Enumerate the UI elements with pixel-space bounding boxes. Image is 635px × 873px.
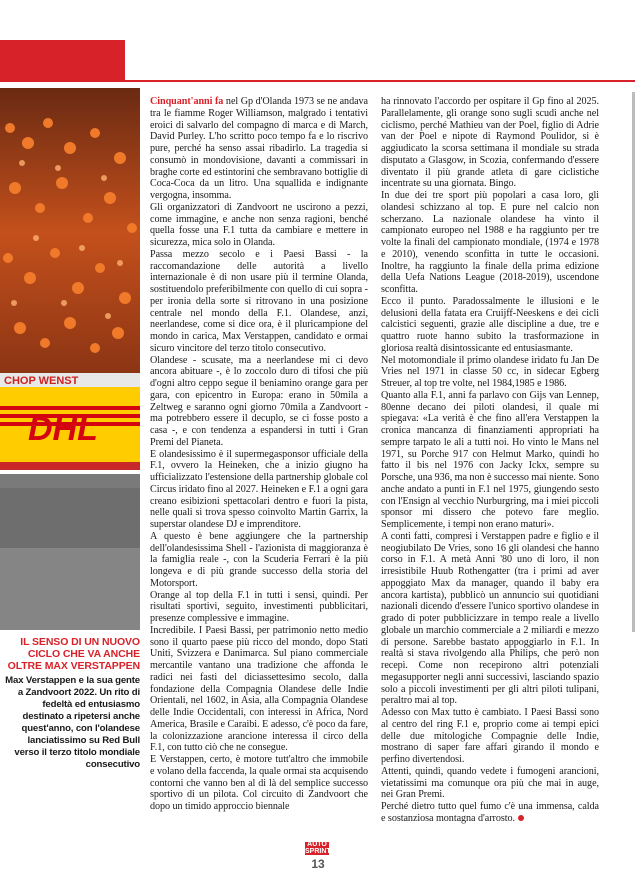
caption-text: Max Verstappen e la sua gente a Zandvoort 2022. Un rito di fedeltà ed entusiasmo destinato a ripetersi anche quest'anno, con l'olandese lanciatissimo su Red Bull verso il terzo titolo mondiale consecutivo [5, 675, 140, 770]
paragraph: Olandese - scusate, ma a neerlandese mi ci devo ancora abituare -, è lo zoccolo duro di tifosi che più d'ogni altro ceppo segue il beniamino orange gara per gara, con epicentro in Europa: erano in 50mila a Zeltweg e saranno ogni giorno 70mila a Zandvoort - ma potrebbero essere il decuplo, se ci fosse posto a casa -, e con tendenza a espandersi in tutti i Gran Premi del Pianeta. [150, 354, 368, 448]
paragraph: Adesso con Max tutto è cambiato. I Paesi Bassi sono al centro del ring F.1 e, proprio come ai tempi epici delle due mitologiche Compagnie delle Indie, mostrano di saper fare affari girando il mondo e perfino divertendosi. [381, 707, 599, 765]
lead-phrase: Cinquant'anni fa [150, 96, 224, 107]
header-red-line [125, 80, 635, 82]
paragraph: Orange al top della F.1 in tutti i sensi, quindi. Per risultati sportivi, seguito, investimenti pubblicitari, presenze complessive e immagine. [150, 589, 368, 624]
article-column-1 [150, 96, 368, 813]
paragraph: ha rinnovato l'accordo per ospitare il Gp fino al 2025. Parallelamente, gli orange sono sugli scudi anche nel ciclismo, perché Mathieu van der Poel, figlio di Adrie van der Poel e nipote di Raymond Poulidor, si è aggiudicato la scorsa settimana il mondiale su strada disputato a Glasgow, in Scozia, confermando d'essere diventato il più grande atleta di gare ciclistiche incentrate su una giornata. Bingo. [381, 96, 599, 190]
page-footer [0, 842, 635, 873]
paragraph: Perché dietro tutto quel fumo c'è una immensa, calda e sostanziosa montagna d'arrosto. [381, 801, 599, 824]
page-number: 13 [311, 857, 325, 871]
paragraph: Ecco il punto. Paradossalmente le illusioni e le delusioni della fatata era Cruijff-Neeskens e dei cicli calcistici seguenti, grazie alle discipline a due, tre e quattro ruote hanno subito la trasformazione in gloriosa realtà disintossicante ed entusiasmante. [381, 295, 599, 354]
paragraph: E Verstappen, certo, è motore tutt'altro che immobile e volano della faccenda, la quale ormai sta acquisendo contorni che vanno ben al di là del semplice successo sportivo di un pilota. Col circuito di Zandvoort che dopo un timido approccio biennale [150, 754, 368, 812]
paragraph: Passa mezzo secolo e i Paesi Bassi - la raccomandazione delle autorità a livello internazionale è di non usare più il termine Olanda, sostituendolo preferibilmente con quello di cui sopra - per ironia della sorte si ritrovano in una posizione centrale nel mondo della F.1. Olandese, anzi, neerlandese, come si dice ora, è il pluricampione del mondo in carica, Max Verstappen, candidato e ormai sicuro vincitore del terzo titolo consecutivo. [150, 248, 368, 354]
banner-text: CHOP WENST [4, 375, 79, 387]
paragraph: A conti fatti, compresi i Verstappen padre e figlio e il neogiubilato De Vries, sono 16 gli olandesi che hanno corso in F.1. A metà Anni '80 uno di loro, il non irresistibile Huub Rothengatter (tra i primi ad aver appoggiato Max da manager, quando il baby era ancora kartista), pubblicò un annuncio sui quotidiani nazionali dicendo d'essere l'unico sportivo olandese in grado di poter pubblicizzare in tempo reale a livello globale un marchio commerciale a 2 miliardi e mezzo di persone. Sarebbe bastato appoggiarlo in F.1. In realtà si stava rivolgendo alla Philips, che però non recepì. Come non recepirono altri potenziali megasupporter negli anni successivi, lasciando spazio solo a piccoli investimenti per gli altri piloti tulipani, peraltro mai al top. [381, 530, 599, 707]
photo-caption [4, 636, 140, 771]
paragraph: In due dei tre sport più popolari a casa loro, gli olandesi schizzano al top. E pure nel calcio non scherzano. La nazionale olandese ha vinto il campionato europeo nel 1988 e ha raggiunto per tre volte la finali del campionato mondiale, (1974 e 1978 e 2010), venendo sconfitta in tutte le occasioni. Inoltre, ha raggiunto la finale della prima edizione della Uefa Nations League (2018-2019), uscendone sconfitta. [381, 190, 599, 295]
caption-title: IL SENSO DI UN NUOVO CICLO CHE VA ANCHE OLTRE MAX VERSTAPPEN [7, 636, 140, 672]
svg-text:DHL: DHL [28, 410, 98, 448]
header-red-bar [0, 40, 125, 82]
paragraph: Incredibile. I Paesi Bassi, per patrimonio netto medio sono il quarto paese più ricco del mondo, dopo Stati Uniti, Svizzera e Danimarca. Sul piano commerciale mercantile vantano una tradizione che affonda le radici nei fasti del diciassettesimo secolo, dalla fondazione della Compagnia Olandese delle Indie Orientali, nel 1602, in Asia, alla Compagnia Olandese delle Indie Occidentali, con interessi in Africa, Nord America, Brasile e Caraibi. E adesso, c'è poco da fare, la colonizzazione arancione interessa il circo della F.1, con tutto ciò che ne consegue. [150, 624, 368, 754]
autosprint-logo: AUTO SPRINT [305, 841, 331, 855]
article-column-2 [381, 96, 599, 825]
paragraph: Cinquant'anni fa nel Gp d'Olanda 1973 se ne andava tra le fiamme Roger Williamson, malgrado i tentativi eroici di salvarlo del compagno di marca e di March, David Purley. L'ho scritto poco tempo fa e lo riscrivo pure, perché ha senso assai ribadirlo. La tragedia si consumò in mondovisione, davanti a commissari in braghe corte ed estintorini che sembravano bottiglie di Coca-Coca da un litro. Una squallida e indignante vergogna, insomma. [150, 96, 368, 201]
crowd-photo [0, 88, 140, 630]
top-band [0, 0, 635, 92]
paragraph: Attenti, quindi, quando vedete i fumogeni arancioni, vietatissimi ma comunque ora più che mai in auge, nei Gran Premi. [381, 765, 599, 801]
paragraph: Nel motomondiale il primo olandese iridato fu Jan De Vries nel 1971 in classe 50 cc, in sidecar Egberg Streuer, al top tre volte, nel 1984,1985 e 1986. [381, 354, 599, 389]
paragraph: Gli organizzatori di Zandvoort ne uscirono a pezzi, come immagine, e anche non senza ragioni, benché quella fosse una F.1 tutta da cambiare e mettere in sicurezza, mica solo in Olanda. [150, 201, 368, 248]
end-mark-icon [518, 815, 524, 821]
paragraph: E olandesissimo è il supermegasponsor ufficiale della F.1, ovvero la Heineken, che a inizio giugno ha ufficializzato l'estensione della partnership globale col Circus iridato fino al 2027. Heineken e F.1 a ogni gara creano esibizioni spettacolari dentro e fuori la pista, nelle quali si trova spesso coinvolto Martin Garrix, la superstar olandese DJ e imprenditore. [150, 448, 368, 530]
paragraph: Quanto alla F.1, anni fa parlavo con Gijs van Lennep, 80enne decano dei piloti olandesi, il quale mi spiegava: «La verità è che fino all'era Verstappen la cronica mancanza di finanziamenti appropriati ha sempre tarpato le ali a tutti noi. Ho vinto le Mans nel 1971, su Porche 917 con Helmut Marko, quindi ho fatto il bis nel 1976 con Jacky Ickx, sempre su Porsche, una 936, ma non è successo mai niente. Sono anche andato a punti in F.1 nel 1975, giungendo sesto con l'Ensign al vecchio Nurburgring, ma i miei piccoli sponsor mi dissero che potevo fare meglio. Semplicemente, i tempi non erano maturi». [381, 389, 599, 530]
paragraph: A questo è bene aggiungere che la partnership dell'olandesissima Shell - l'azionista di maggioranza è la famiglia reale -, con la Scuderia Ferrari è la più longeva e di più grande successo della storia del Motorsport. [150, 530, 368, 589]
